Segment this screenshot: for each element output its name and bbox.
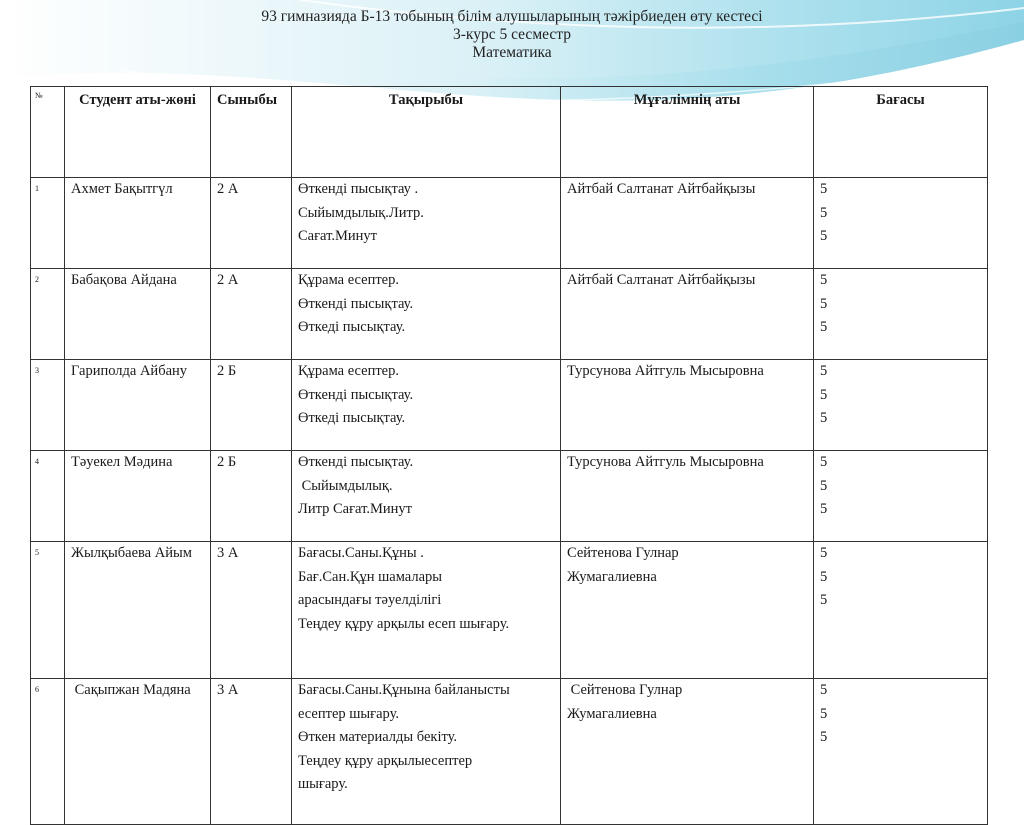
grade-value: 5 (820, 410, 828, 426)
teacher-name: Турсунова Айтгуль Мысыровна (561, 451, 814, 542)
topic-cell (292, 679, 561, 825)
title-line-1: 93 гимназияда Б-13 тобының білім алушыларының тәжірбиеден өту кестесі (261, 8, 763, 25)
grade-value: 5 (820, 592, 828, 608)
teacher-name: Айтбай Салтанат Айтбайқызы (561, 269, 814, 360)
grade-cell (814, 269, 988, 360)
grade-value: 5 (820, 319, 828, 335)
topic-line: Өткеді пысықтау. (298, 410, 406, 426)
topic-cell (292, 542, 561, 679)
table-row (31, 178, 988, 269)
class-name: 2 А (211, 178, 292, 269)
topic-line: есептер шығару. (298, 705, 400, 722)
table-row (31, 679, 988, 825)
table-header-row (31, 87, 988, 178)
grade-value: 5 (820, 501, 828, 517)
topic-line: Литр Сағат.Минут (298, 501, 412, 517)
header-grade: Бағасы (814, 87, 988, 178)
table-row (31, 542, 988, 679)
class-name: 2 А (211, 269, 292, 360)
topic-line: шығару. (298, 776, 348, 792)
topic-line: Бағасы.Саны.Құны . (298, 545, 424, 561)
grade-value: 5 (820, 295, 828, 312)
row-number: 1 (31, 178, 65, 269)
table-row (31, 269, 988, 360)
row-number: 6 (31, 679, 65, 825)
topic-line: Өткенді пысықтау. (298, 454, 414, 470)
topic-line: арасындағы тәуелділігі (298, 592, 442, 608)
header-number: № (31, 87, 65, 178)
student-name: Ахмет Бақытгүл (65, 178, 211, 269)
topic-line: Теңдеу құру арқылыесептер (298, 752, 473, 769)
row-number: 2 (31, 269, 65, 360)
student-name: Сақыпжан Мадяна (65, 679, 211, 825)
title-line-3: Математика (472, 44, 552, 61)
header-student: Студент аты-жөні (65, 87, 211, 178)
grade-value: 5 (820, 204, 828, 221)
class-name: 2 Б (211, 451, 292, 542)
header-teacher: Мұғалімнің аты (561, 87, 814, 178)
teacher-name: Сейтенова Гулнар Жумагалиевна (561, 542, 814, 679)
table-row (31, 451, 988, 542)
header-topic: Тақырыбы (292, 87, 561, 178)
grade-value: 5 (820, 477, 828, 494)
topic-line: Теңдеу құру арқылы есеп шығару. (298, 615, 510, 632)
grade-value: 5 (820, 386, 828, 403)
teacher-name: Сейтенова Гулнар Жумагалиевна (561, 679, 814, 825)
grade-value: 5 (820, 272, 828, 288)
topic-line: Өткен материалды бекіту. (298, 729, 458, 745)
page-title (0, 8, 1024, 62)
student-name: Тәуекел Мәдина (65, 451, 211, 542)
grade-value: 5 (820, 363, 828, 379)
student-name: Гариполда Айбану (65, 360, 211, 451)
topic-cell (292, 178, 561, 269)
internship-schedule-table (30, 86, 988, 825)
student-name: Бабақова Айдана (65, 269, 211, 360)
topic-line: Бағасы.Саны.Құнына байланысты (298, 682, 510, 698)
teacher-name: Турсунова Айтгуль Мысыровна (561, 360, 814, 451)
topic-line: Өткенді пысықтау . (298, 181, 419, 197)
class-name: 2 Б (211, 360, 292, 451)
topic-line: Сыйымдылық.Литр. (298, 204, 424, 221)
row-number: 4 (31, 451, 65, 542)
topic-line: Бағ.Сан.Құн шамалары (298, 568, 443, 585)
grade-cell (814, 451, 988, 542)
row-number: 3 (31, 360, 65, 451)
grade-value: 5 (820, 729, 828, 745)
student-name: Жылқыбаева Айым (65, 542, 211, 679)
topic-line: Өткенді пысықтау. (298, 295, 414, 312)
topic-line: Өткеді пысықтау. (298, 319, 406, 335)
grade-value: 5 (820, 181, 828, 197)
grade-cell (814, 360, 988, 451)
grade-value: 5 (820, 545, 828, 561)
grade-cell (814, 178, 988, 269)
topic-cell (292, 269, 561, 360)
teacher-name: Айтбай Салтанат Айтбайқызы (561, 178, 814, 269)
header-class: Сыныбы (211, 87, 292, 178)
grade-value: 5 (820, 682, 828, 698)
grade-value: 5 (820, 454, 828, 470)
row-number: 5 (31, 542, 65, 679)
topic-line: Құрама есептер. (298, 272, 399, 288)
topic-cell (292, 451, 561, 542)
class-name: 3 А (211, 679, 292, 825)
topic-line: Сыйымдылық. (298, 477, 393, 494)
grade-value: 5 (820, 705, 828, 722)
table-row (31, 360, 988, 451)
title-line-2: 3-курс 5 сесместр (453, 26, 571, 43)
topic-line: Өткенді пысықтау. (298, 386, 414, 403)
grade-cell (814, 542, 988, 679)
grade-cell (814, 679, 988, 825)
topic-cell (292, 360, 561, 451)
class-name: 3 А (211, 542, 292, 679)
topic-line: Сағат.Минут (298, 228, 377, 244)
grade-value: 5 (820, 228, 828, 244)
grade-value: 5 (820, 568, 828, 585)
topic-line: Құрама есептер. (298, 363, 399, 379)
